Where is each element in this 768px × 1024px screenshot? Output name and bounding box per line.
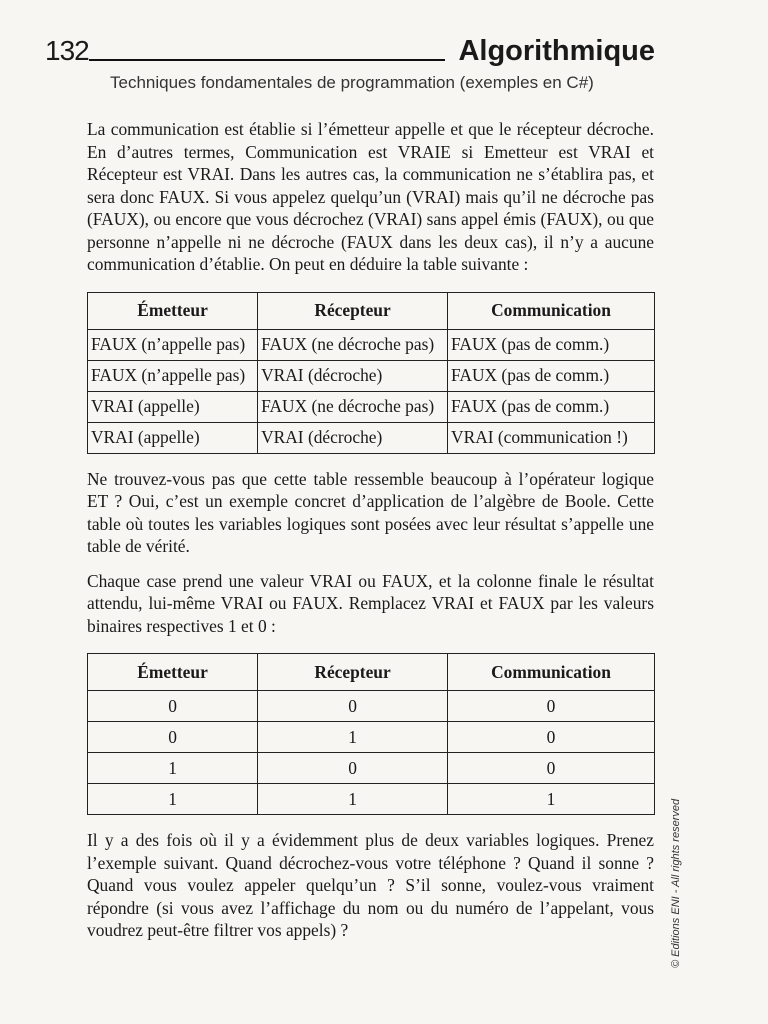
table-cell: 0 (448, 691, 655, 722)
table-cell: VRAI (décroche) (258, 422, 448, 453)
table-cell: VRAI (communication !) (448, 422, 655, 453)
table-row (88, 360, 655, 391)
table-row (88, 391, 655, 422)
table-cell: 1 (88, 784, 258, 815)
book-subtitle: Techniques fondamentales de programmation (exemples en C#) (110, 73, 594, 92)
header-rule (89, 59, 445, 61)
table-cell: FAUX (pas de comm.) (448, 360, 655, 391)
table-row (88, 329, 655, 360)
paragraph-intro: La communication est établie si l’émetteur appelle et que le récepteur décroche. En d’autres termes, Communication est VRAIE si Emetteur est VRAI et Récepteur est VRAI. Dans les autres cas, la communication ne s’établira pas, et sera donc FAUX. Si vous appelez quelqu’un (VRAI) mais qu’il ne décroche pas (FAUX), ou encore que vous décrochez (VRAI) sans appel émis (FAUX), ou que personne n’appelle ni ne décroche (FAUX dans les deux cas), il n’y a aucune communication d’établie. On peut en déduire la table suivante : (87, 119, 654, 274)
table-cell: FAUX (ne décroche pas) (258, 329, 448, 360)
table-cell: FAUX (ne décroche pas) (258, 391, 448, 422)
table-cell: 1 (448, 784, 655, 815)
table-header-row (88, 654, 655, 691)
table-row (88, 722, 655, 753)
truth-table-text (87, 292, 655, 454)
table-header-row (88, 292, 655, 329)
copyright-notice: © Editions ENI - All rights reserved (670, 798, 682, 968)
table-cell: 1 (258, 722, 448, 753)
paragraph-et-operator: Ne trouvez-vous pas que cette table ressemble beaucoup à l’opérateur logique ET ? Oui, c’est un exemple concret d’application de l’algèbre de Boole. Cette table où toutes les variables logiques sont posées avec leur résultat s’appelle une table de vérité. (87, 468, 654, 556)
table-cell: FAUX (n’appelle pas) (88, 360, 258, 391)
truth-table-binary (87, 653, 655, 815)
table-cell: VRAI (appelle) (88, 422, 258, 453)
column-header-recepteur: Récepteur (258, 292, 448, 329)
paragraph-binary: Chaque case prend une valeur VRAI ou FAUX, et la colonne finale le résultat attendu, lui-même VRAI ou FAUX. Remplacez VRAI et FAUX par les valeurs binaires respectives 1 et 0 : (87, 570, 654, 636)
column-header-communication: Communication (448, 654, 655, 691)
table-cell: VRAI (décroche) (258, 360, 448, 391)
table-cell: 1 (88, 753, 258, 784)
table-cell: FAUX (n’appelle pas) (88, 329, 258, 360)
table-cell: 0 (88, 722, 258, 753)
column-header-emetteur: Émetteur (88, 654, 258, 691)
page-header (45, 32, 655, 70)
table-row (88, 784, 655, 815)
book-title: Algorithmique (458, 35, 655, 67)
table-cell: 0 (258, 753, 448, 784)
table-cell: 0 (258, 691, 448, 722)
page-number: 132 (45, 35, 89, 66)
page-content (87, 118, 654, 954)
table-cell: 0 (88, 691, 258, 722)
table-cell: 0 (448, 722, 655, 753)
table-cell: FAUX (pas de comm.) (448, 329, 655, 360)
table-cell: VRAI (appelle) (88, 391, 258, 422)
table-cell: 1 (258, 784, 448, 815)
column-header-recepteur: Récepteur (258, 654, 448, 691)
table-row (88, 422, 655, 453)
table-cell: 0 (448, 753, 655, 784)
table-row (88, 753, 655, 784)
table-row (88, 691, 655, 722)
paragraph-more-variables: Il y a des fois où il y a évidemment plus de deux variables logiques. Prenez l’exemple suivant. Quand décrochez-vous votre téléphone ? Quand il sonne ? Quand vous voulez appeler quelqu’un ? S’il sonne, voulez-vous vraiment répondre (si vous avez l’affichage du nom ou du numéro de l’appelant, vous voudrez peut-être filtrer vos appels) ? (87, 830, 654, 940)
column-header-communication: Communication (448, 292, 655, 329)
column-header-emetteur: Émetteur (88, 292, 258, 329)
table-cell: FAUX (pas de comm.) (448, 391, 655, 422)
